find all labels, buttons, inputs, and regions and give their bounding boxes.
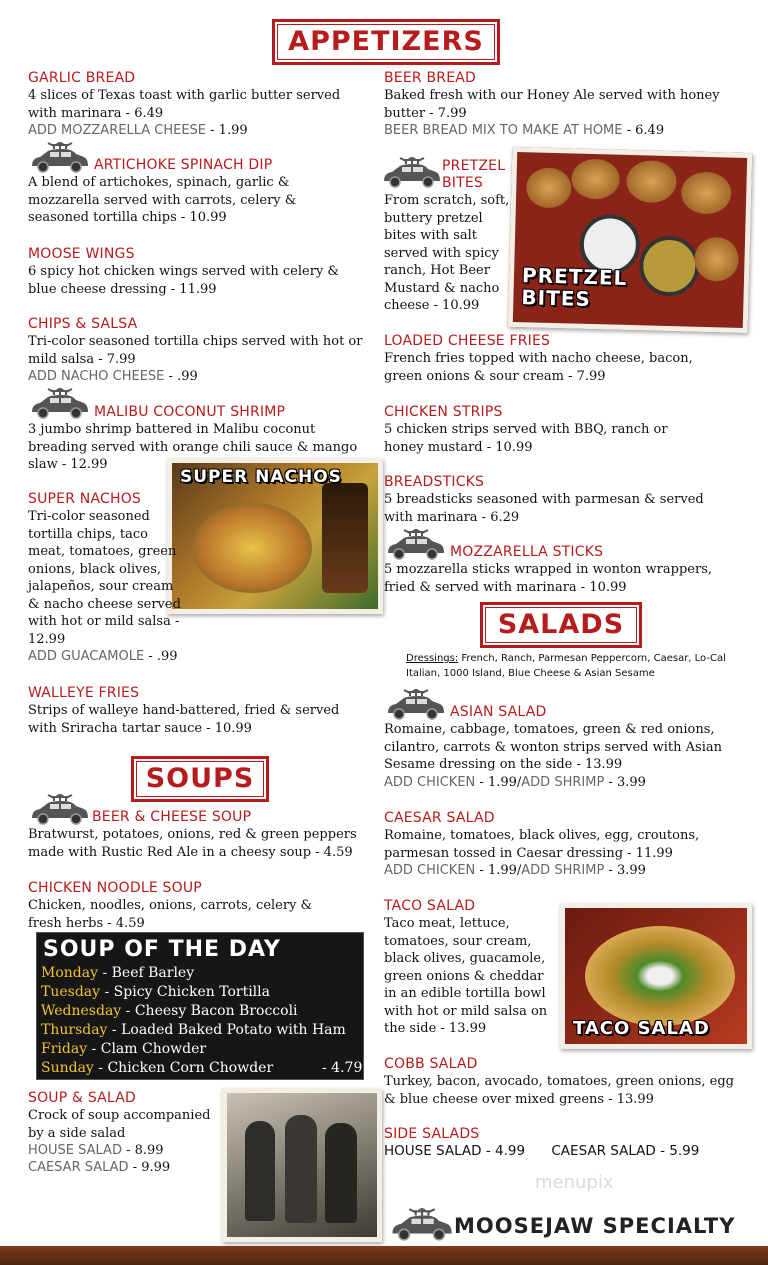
dressings-list: Dressings: French, Ranch, Parmesan Peppercorn, Caesar, Lo-Cal Italian, 1000 Island, Blue Cheese & Asian Sesame [406, 653, 726, 679]
item-description: 3 jumbo shrimp battered in Malibu coconut breading served with orange chili sauce & mango slaw - 12.99 [28, 422, 358, 472]
item-title: CHICKEN STRIPS [384, 404, 503, 420]
soups-banner: SOUPS [131, 756, 269, 802]
item-title: BREADSTICKS [384, 474, 485, 490]
item-title: COBB SALAD [384, 1056, 478, 1072]
item-title: TACO SALAD [384, 898, 476, 914]
item-title: MOOSE WINGS [28, 246, 135, 262]
chips-salsa-item [28, 316, 363, 385]
item-description: Bratwurst, potatoes, onions, red & green peppers made with Rustic Red Ale in a cheesy soup - 4.59 [28, 827, 357, 860]
vintage-photo [222, 1088, 382, 1242]
cobb-salad-item [384, 1056, 739, 1108]
asian-salad-item [384, 704, 739, 791]
item-description: Tri-color seasoned tortilla chips, taco meat, tomatoes, green onions, black olives, jalapeños, sour cream & nacho cheese served with hot or mild salsa - 12.99 [28, 509, 181, 647]
sotd-row: Tuesday - Spicy Chicken Tortilla [41, 984, 270, 1000]
item-addon: ADD GUACAMOLE - .99 [28, 649, 178, 664]
super-nachos-photo-label: SUPER NACHOS [180, 467, 342, 487]
sotd-row: Thursday - Loaded Baked Potato with Ham [41, 1022, 346, 1038]
side-salads-item [384, 1126, 754, 1161]
item-description: 5 breadsticks seasoned with parmesan & served with marinara - 6.29 [384, 492, 704, 525]
soup-of-the-day-title: SOUP OF THE DAY [43, 937, 281, 962]
sotd-row: Sunday - Chicken Corn Chowder [41, 1060, 274, 1076]
super-nachos-item [28, 491, 188, 665]
item-addon: HOUSE SALAD - 8.99 [28, 1143, 164, 1158]
item-description: From scratch, soft, buttery pretzel bites with salt served with spicy ranch, Hot Beer Mustard & nacho cheese - 10.99 [384, 193, 510, 313]
pretzel-bites-photo [508, 147, 753, 333]
moose-wings-item [28, 246, 363, 298]
pretzel-bites-item [384, 158, 514, 315]
item-addon: BEER BREAD MIX TO MAKE AT HOME - 6.49 [384, 123, 665, 138]
walleye-fries-item [28, 685, 348, 737]
item-description: French fries topped with nacho cheese, bacon, green onions & sour cream - 7.99 [384, 351, 693, 384]
item-description: 4 slices of Texas toast with garlic butter served with marinara - 6.49 [28, 88, 341, 121]
sotd-row: Wednesday - Cheesy Bacon Broccoli [41, 1003, 298, 1019]
beer-cheese-soup-item [28, 809, 368, 861]
item-title: WALLEYE FRIES [28, 685, 140, 701]
item-description [384, 1143, 754, 1161]
loaded-cheese-fries-item [384, 333, 729, 385]
item-description: Taco meat, lettuce, tomatoes, sour cream, black olives, guacamole, green onions & cheddar in an edible tortilla bowl with hot or mild salsa on the side - 13.99 [384, 916, 548, 1036]
item-title: BEER & CHEESE SOUP [92, 809, 252, 825]
taco-salad-photo [560, 903, 752, 1049]
item-addon: ADD CHICKEN - 1.99/ADD SHRIMP - 3.99 [384, 774, 646, 790]
appetizers-banner: APPETIZERS [272, 19, 500, 65]
item-description: Strips of walleye hand-battered, fried & served with Sriracha tartar sauce - 10.99 [28, 703, 340, 736]
soup-salad-item [28, 1090, 223, 1176]
item-description: Turkey, bacon, avocado, tomatoes, green onions, egg & blue cheese over mixed greens - 13.99 [384, 1074, 734, 1107]
item-title: LOADED CHEESE FRIES [384, 333, 551, 349]
item-addon: ADD CHICKEN - 1.99/ADD SHRIMP - 3.99 [384, 863, 646, 878]
item-description: Chicken, noodles, onions, carrots, celery & fresh herbs - 4.59 [28, 898, 313, 931]
item-addon: ADD NACHO CHEESE - .99 [28, 369, 198, 384]
item-title: ARTICHOKE SPINACH DIP [94, 157, 273, 173]
super-nachos-photo [167, 458, 383, 614]
item-description: Tri-color seasoned tortilla chips served with hot or mild salsa - 7.99 [28, 334, 363, 367]
soup-of-the-day-board [36, 932, 364, 1080]
pretzel-photo-label: PRETZEL BITES [521, 263, 628, 311]
item-title: CAESAR SALAD [384, 810, 495, 826]
item-title: SUPER NACHOS [28, 491, 142, 507]
caesar-salad-item [384, 810, 739, 879]
sotd-row: Friday - Clam Chowder [41, 1041, 207, 1057]
breadsticks-item [384, 474, 729, 526]
item-description: Crock of soup accompanied by a side salad [28, 1108, 211, 1141]
taco-salad-item [384, 898, 559, 1038]
taco-salad-photo-label: TACO SALAD [573, 1018, 710, 1039]
item-addon: CAESAR SALAD - 9.99 [28, 1160, 171, 1175]
item-description: Romaine, tomatoes, black olives, egg, croutons, parmesan tossed in Caesar dressing - 11.99 [384, 828, 700, 861]
item-description: Romaine, cabbage, tomatoes, green & red onions, cilantro, carrots & wonton strips served with Asian Sesame dressing on the side - 13.99 [384, 722, 722, 772]
beer-bread-item [384, 70, 744, 139]
watermark: menupix [535, 1172, 614, 1193]
item-title: BITES [442, 175, 484, 191]
item-addon: ADD MOZZARELLA CHEESE - 1.99 [28, 123, 248, 138]
item-title: ASIAN SALAD [450, 704, 547, 720]
item-title: PRETZEL [442, 158, 506, 174]
chicken-strips-item [384, 404, 704, 456]
moosejaw-specialty-legend: MOOSEJAW SPECIALTY [454, 1214, 736, 1238]
item-title: MOZZARELLA STICKS [450, 544, 604, 560]
item-title: SOUP & SALAD [28, 1090, 137, 1106]
item-title: CHICKEN NOODLE SOUP [28, 880, 202, 896]
item-title: BEER BREAD [384, 70, 477, 86]
salads-banner: SALADS [480, 602, 642, 648]
item-description: 6 spicy hot chicken wings served with celery & blue cheese dressing - 11.99 [28, 264, 339, 297]
sotd-row: Monday - Beef Barley [41, 965, 195, 981]
item-description: A blend of artichokes, spinach, garlic & mozzarella served with carrots, celery & seasoned tortilla chips - 10.99 [28, 175, 297, 225]
item-description: 5 mozzarella sticks wrapped in wonton wrappers, fried & served with marinara - 10.99 [384, 562, 713, 595]
artichoke-dip-item [28, 157, 343, 227]
side-caesar-salad: CAESAR SALAD - 5.99 [551, 1143, 700, 1159]
mozzarella-sticks-item [384, 544, 744, 596]
chicken-noodle-soup-item [28, 880, 328, 932]
item-description: Baked fresh with our Honey Ale served with honey butter - 7.99 [384, 88, 720, 121]
item-title: CHIPS & SALSA [28, 316, 138, 332]
sotd-price: - 4.79 [322, 1060, 363, 1076]
item-description: 5 chicken strips served with BBQ, ranch or honey mustard - 10.99 [384, 422, 668, 455]
item-title: SIDE SALADS [384, 1126, 480, 1142]
wood-footer-strip [0, 1246, 768, 1265]
side-house-salad: HOUSE SALAD - 4.99 [384, 1143, 526, 1159]
item-title: MALIBU COCONUT SHRIMP [94, 404, 286, 420]
garlic-bread-item [28, 70, 363, 139]
item-title: GARLIC BREAD [28, 70, 136, 86]
moosejaw-specialty-car-icon [388, 1206, 454, 1242]
